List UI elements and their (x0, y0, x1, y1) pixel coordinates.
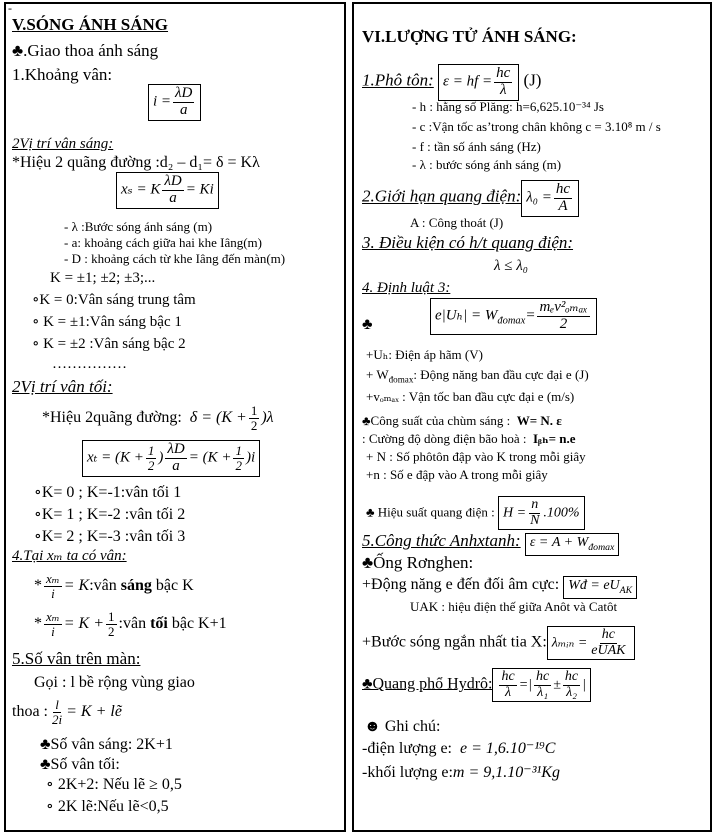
dark-k0: ∘K= 0 ; K=-1:vân tối 1 (34, 484, 182, 501)
frequency: - f : tần số ánh sáng (Hz) (412, 139, 541, 154)
photoelectric-condition: 3. Điều kiện có h/t quang điện: (362, 233, 574, 252)
photon-count: + N : Số phôtôn đập vào K trong mỗi giây (366, 449, 586, 464)
law3-club: ♣ (362, 316, 373, 333)
dots-separator: …………… (52, 356, 127, 372)
legend-slit-distance: - a: khoảng cách giữa hai khe Iâng(m) (64, 235, 262, 250)
dash-mark: - (8, 1, 12, 15)
dark-k2: ∘K= 2 ; K=-3 :vân tối 3 (34, 528, 186, 545)
electron-mass: -khối lượng e:m = 9,1.10⁻³¹Kg (362, 764, 560, 781)
planck-constant: - h : hằng số Plăng: h=6,625.10⁻³⁴ Js (412, 99, 604, 114)
right-column (352, 2, 712, 832)
einstein-formula: 5.Công thức Anhxtanh: $\varepsilon = A + W_{đomax}$ (362, 532, 619, 556)
subsection-interference: ♣.Giao thoa ánh sáng (12, 41, 159, 60)
electron-charge: -điện lượng e: e = 1,6.10⁻¹⁹C (362, 740, 556, 757)
legend-screen-distance: - D : khoảng cách từ khe Iâng đến màn(m) (64, 251, 286, 266)
heading-dark-position: 2Vị trí vân tối: (12, 377, 113, 396)
electron-count: +n : Số e đập vào A trong mỗi giây (366, 467, 548, 482)
k1-bright: ∘ K = ±1:Vân sáng bậc 1 (32, 314, 182, 330)
xray-min-wavelength: +Bước sóng ngắn nhất tia X: λₘᵢₙ = $\frac{hc}{\text{eUAK}}$ (362, 626, 635, 660)
note-heading: ☻ Ghi chú: (364, 718, 441, 735)
max-kinetic-energy: + $W_{đomax}$: Động năng ban đầu cực đại e (J) (366, 367, 589, 385)
heading-at-xm: 4.Tại xₘ ta có vân: (12, 548, 127, 564)
path-difference-text: *Hiệu 2 quãng đường :d₂ – d₁= δ = Kλ (12, 154, 260, 171)
hydrogen-spectrum: ♣Quang phổ Hydrô: $\frac{hc}{\lambda}$ =| $\frac{hc}{\text{λ₁}}$ ± $\frac{hc}{\text{λ₂}}$ | (362, 668, 591, 702)
wavelength: - λ : bước sóng ánh sáng (m) (412, 157, 562, 172)
dark-count-case2: ∘ 2K lẽ:Nếu lẽ<0,5 (46, 798, 169, 815)
dark-path-difference: *Hiệu 2quãng đường: δ = (K + $\frac{1}{2}$ )λ (42, 403, 274, 433)
quantum-efficiency: ♣ Hiệu suất quang điện : H = $\frac{n}{N}$ .100% (366, 496, 585, 530)
law-3: 4. Định luật 3: (362, 280, 451, 296)
work-function: A : Công thoát (J) (410, 215, 504, 230)
anode-cathode-voltage: UAK : hiệu điện thế giữa Anôt và Catôt (410, 599, 618, 614)
let-width: Gọi : l bề rộng vùng giao (34, 674, 195, 691)
beam-power: ♣Công suất của chùm sáng : W= N. ε (362, 413, 562, 428)
saturation-current: : Cường độ dòng điện bão hoà : Iᵦₕ= n.e (362, 431, 576, 446)
condition-formula: λ ≤ λ₀ (494, 258, 528, 274)
dark-k1: ∘K= 1 ; K=-2 :vân tối 2 (34, 506, 186, 523)
heading-bright-position: 2Vị trí vân sáng: (12, 136, 114, 152)
interference-formula: thoa : $\frac{l}{2i}$ = K + lẽ (12, 697, 122, 727)
heading-fringe-width: 1.Khoảng vân: (12, 65, 113, 84)
left-column (4, 2, 346, 832)
heading-fringe-count: 5.Số vân trên màn: (12, 649, 141, 668)
k0-bright: ∘K = 0:Vân sáng trung tâm (32, 292, 196, 308)
dark-count-case1: ∘ 2K+2: Nếu lẽ ≥ 0,5 (46, 776, 182, 793)
legend-wavelength: - λ :Bước sóng ánh sáng (m) (64, 219, 213, 234)
roentgen-tube: ♣Ống Rơnghen: (362, 553, 474, 572)
stopping-voltage: +Uₕ: Điện áp hãm (V) (366, 347, 483, 362)
kinetic-at-anticathode: +Động năng e đến đối âm cực: Wđ = $eU_{AK}$ (362, 576, 637, 599)
formula-fringe-width: i = $\frac{\lambda D}{a}$ (148, 84, 201, 121)
k2-bright: ∘ K = ±2 :Vân sáng bậc 2 (32, 336, 186, 352)
bright-condition: * $\frac{\text{xₘ}}{i}$ = K:vân sáng bậc K (34, 571, 194, 601)
formula-bright-position: xₛ = K $\frac{\lambda D}{a}$ = Ki (116, 172, 219, 209)
dark-count: ♣Số vân tối: (40, 756, 120, 773)
max-velocity: +vₒₘₐₓ : Vận tốc ban đầu cực đại e (m/s) (366, 389, 575, 404)
photoelectric-limit: 2.Giới hạn quang điện: λ₀ = $\frac{hc}{A}$ (362, 180, 579, 217)
section-title-vi: VI.LƯỢNG TỬ ÁNH SÁNG: (362, 27, 577, 46)
photon-formula: 1.Phô tôn: ε = hf = $\frac{hc}{\lambda}$ (J) (362, 64, 541, 101)
formula-dark-position: xₜ = (K + $\frac{1}{2}$ ) $\frac{\lambda D}{a}$ = (K + $\frac{1}{2}$ )i (82, 440, 260, 477)
dark-condition: * $\frac{\text{xₘ}}{i}$ = K + $\frac{1}{2}$ :vân tối bậc K+1 (34, 609, 227, 639)
section-title-v: V.SÓNG ÁNH SÁNG (12, 15, 169, 34)
law3-formula: $e|U_h| = W_{đomax}=$ $\frac{\text{mₑv²ₒₘₐₓ}}{2}$ (430, 298, 597, 335)
k-values: K = ±1; ±2; ±3;... (50, 270, 156, 286)
light-speed: - c :Vận tốc as’trong chân không c = 3.10⁸ m / s (412, 119, 661, 134)
bright-count: ♣Số vân sáng: 2K+1 (40, 736, 173, 753)
